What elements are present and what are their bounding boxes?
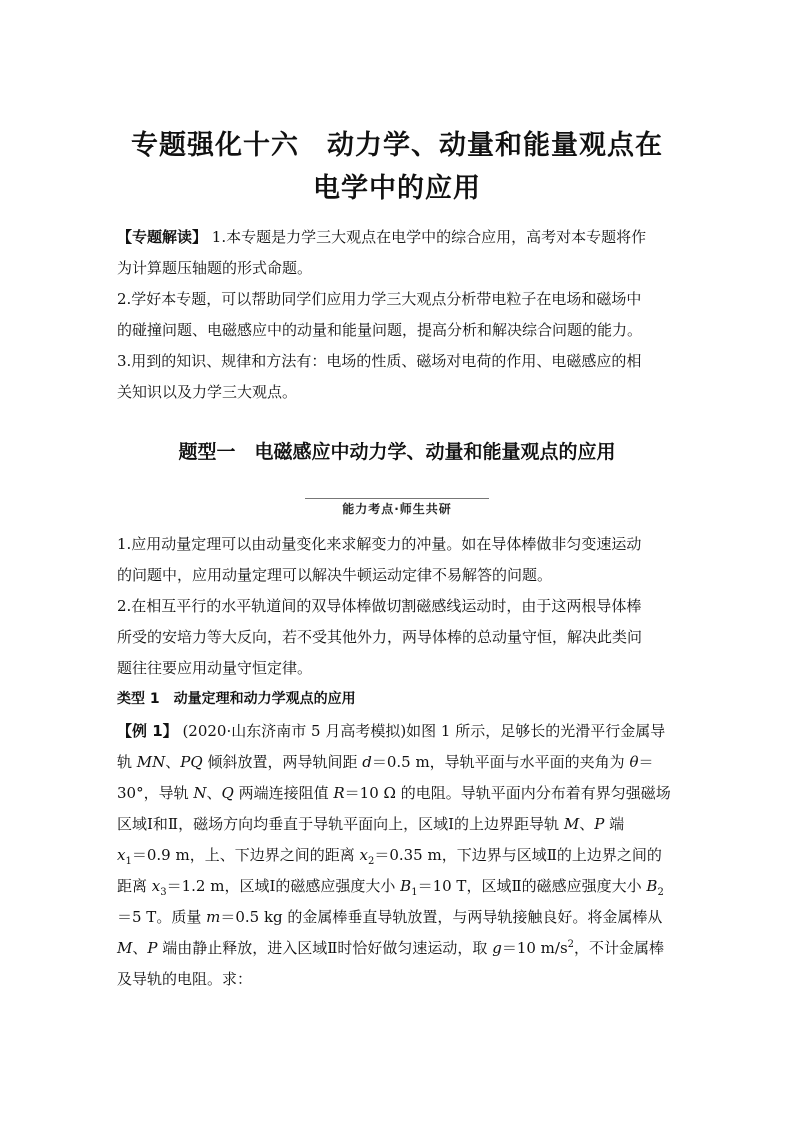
example-line-7 xyxy=(117,902,687,933)
t: ＝0.5 m，导轨平面与水平面的夹角为 xyxy=(371,753,630,771)
var-x2: x xyxy=(359,846,368,864)
var-mass: m xyxy=(206,908,221,926)
t: ＝10 Ω 的电阻。导轨平面内分布着有界匀强磁场 xyxy=(344,784,671,802)
t: ＝0.5 kg 的金属棒垂直导轨放置，与两导轨接触良好。将金属棒从 xyxy=(220,908,663,926)
example-line-5 xyxy=(117,840,687,871)
t: 端 xyxy=(604,815,625,833)
t: 、 xyxy=(132,939,148,957)
t: 区域Ⅰ和Ⅱ，磁场方向均垂直于导轨平面向上，区域Ⅰ的上边界距导轨 xyxy=(117,815,564,833)
sub: 2 xyxy=(367,856,375,867)
section-heading: 题型一 电磁感应中动力学、动量和能量观点的应用 xyxy=(178,441,616,463)
example-line-3 xyxy=(117,778,687,809)
var-pq: PQ xyxy=(180,753,203,771)
point-1-line-1: 1.应用动量定理可以由动量变化来求解变力的冲量。如在导体棒做非匀变速运动 xyxy=(117,535,642,553)
t: ＝1.2 m，区域Ⅰ的磁感应强度大小 xyxy=(166,877,401,895)
point-1-line-2: 的问题中，应用动量定理可以解决牛顿运动定律不易解答的问题。 xyxy=(117,566,553,584)
t: 30°，导轨 xyxy=(117,784,194,802)
example-line-2 xyxy=(117,747,687,778)
topic-intro xyxy=(117,222,687,408)
sub: 1 xyxy=(411,887,418,898)
section-banner xyxy=(305,496,489,520)
var-m: M xyxy=(563,815,580,833)
document-title-line-2: 电学中的应用 xyxy=(313,173,481,204)
example-line-9: 及导轨的电阻。求： xyxy=(117,970,253,988)
point-2-line-2: 所受的安培力等大反向，若不受其他外力，两导体棒的总动量守恒，解决此类问 xyxy=(117,628,643,646)
t: 轨 xyxy=(117,753,137,771)
t: 距离 xyxy=(117,877,152,895)
intro-p2-line1: 2.学好本专题，可以帮助同学们应用力学三大观点分析带电粒子在电场和磁场中 xyxy=(117,290,642,308)
sup: 2 xyxy=(567,939,575,950)
t: ＝5 T。质量 xyxy=(117,908,207,926)
intro-p3-line1: 3.用到的知识、规律和方法有：电场的性质、磁场对电荷的作用、电磁感应的相 xyxy=(117,352,642,370)
intro-p1-line1: 1.本专题是力学三大观点在电学中的综合应用，高考对本专题将作 xyxy=(207,228,647,246)
t: 、 xyxy=(206,784,222,802)
var-g: g xyxy=(492,939,502,957)
sub: 3 xyxy=(160,887,167,898)
t: ＝10 m/s xyxy=(501,939,568,957)
example-label: 【例 1】 xyxy=(117,722,178,740)
t: ＝0.9 m，上、下边界之间的距离 xyxy=(131,846,360,864)
var-p: P xyxy=(594,815,605,833)
var-x1: x xyxy=(117,846,126,864)
var-n: N xyxy=(193,784,207,802)
t: 、 xyxy=(579,815,595,833)
var-mn: MN xyxy=(136,753,166,771)
t: 、 xyxy=(165,753,181,771)
intro-paragraph-1 xyxy=(117,222,687,253)
intro-p2-line2: 的碰撞问题、电磁感应中的动量和能量问题，提高分析和解决综合问题的能力。 xyxy=(117,321,643,339)
var-d: d xyxy=(362,753,372,771)
example-l1-text: (2020·山东济南市 5 月高考模拟)如图 1 所示，足够长的光滑平行金属导 xyxy=(177,722,666,740)
t: ＝10 T，区域Ⅱ的磁感应强度大小 xyxy=(417,877,647,895)
document-title-line-1: 专题强化十六 动力学、动量和能量观点在 xyxy=(131,130,663,161)
var-m: M xyxy=(117,939,133,957)
example-1 xyxy=(117,716,687,995)
var-q: Q xyxy=(221,784,234,802)
var-p: P xyxy=(147,939,158,957)
point-2-line-1: 2.在相互平行的水平轨道间的双导体棒做切割磁感线运动时，由于这两根导体棒 xyxy=(117,597,642,615)
t: ＝0.35 m，下边界与区域Ⅱ的上边界之间的 xyxy=(374,846,662,864)
t: ，不计金属棒 xyxy=(574,939,665,957)
var-theta: θ xyxy=(629,753,639,771)
example-line-6 xyxy=(117,871,687,902)
var-b1: B xyxy=(400,877,412,895)
sub: 2 xyxy=(657,887,664,898)
key-points xyxy=(117,529,687,715)
type-1-label: 类型 1 动量定理和动力学观点的应用 xyxy=(117,691,356,707)
t: 倾斜放置，两导轨间距 xyxy=(202,753,363,771)
example-line-4 xyxy=(117,809,687,840)
var-r: R xyxy=(333,784,345,802)
t: 端由静止释放，进入区域Ⅱ时恰好做匀速运动，取 xyxy=(157,939,493,957)
intro-p3-line2: 关知识以及力学三大观点。 xyxy=(117,383,298,401)
intro-label: 【专题解读】 xyxy=(117,228,208,246)
point-2-line-3: 题往往要应用动量守恒定律。 xyxy=(117,659,313,677)
banner-label: 能力考点·师生共研 xyxy=(342,502,452,516)
example-line-8 xyxy=(117,933,687,964)
var-b2: B xyxy=(646,877,658,895)
t: 两端连接阻值 xyxy=(233,784,334,802)
example-line-1 xyxy=(117,716,687,747)
banner-divider xyxy=(305,498,489,499)
intro-p1-line2: 为计算题压轴题的形式命题。 xyxy=(117,259,313,277)
t: ＝ xyxy=(638,753,654,771)
var-x3: x xyxy=(151,877,161,895)
sub: 1 xyxy=(125,856,132,867)
